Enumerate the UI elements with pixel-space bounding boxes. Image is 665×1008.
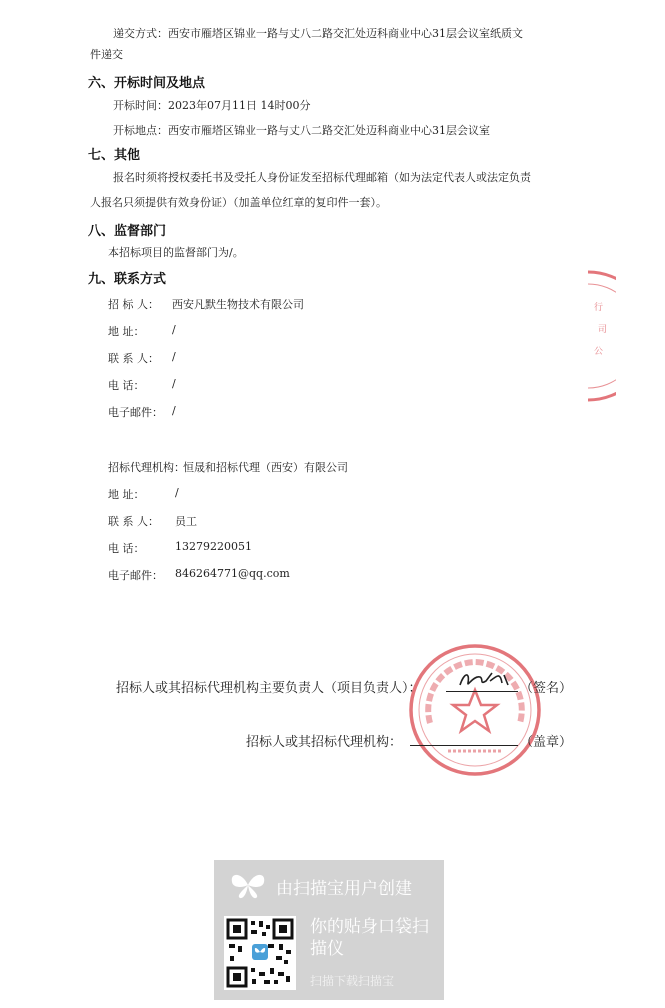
agency-name-label: 招标代理机构： (108, 461, 185, 474)
agency-email-value: 846264771@qq.com (175, 567, 290, 580)
agency-contact-value: 员工 (175, 515, 197, 528)
tenderer-name-value: 西安凡默生物技术有限公司 (172, 298, 304, 311)
signature-field (446, 676, 518, 692)
delivery-method-line-1: 递交方式：西安市雁塔区锦业一路与丈八二路交汇处迈科商业中心31层会议室纸质文 (113, 27, 523, 40)
handwritten-signature (446, 667, 518, 691)
other-line-1: 报名时须将授权委托书及受托人身份证发至招标代理邮箱（如为法定代表人或法定负责 (113, 171, 531, 184)
agency-email-label: 电子邮件： (108, 569, 163, 582)
partial-stamp-right (588, 270, 616, 404)
section-8-heading: 八、监督部门 (88, 224, 167, 239)
svg-text:司: 司 (598, 325, 608, 335)
opening-place: 开标地点：西安市雁塔区锦业一路与丈八二路交汇处迈科商业中心31层会议室 (113, 124, 490, 137)
section-6-heading: 六、开标时间及地点 (88, 76, 206, 91)
butterfly-icon (228, 870, 268, 900)
seal-field (410, 730, 518, 746)
supervision-line: 本招标项目的监督部门为/。 (108, 246, 244, 259)
section-7-heading: 七、其他 (88, 148, 141, 163)
tenderer-name-label: 招 标 人： (108, 298, 159, 311)
agency-phone-value: 13279220051 (175, 540, 252, 553)
agency-phone-label: 电 话： (108, 542, 145, 555)
tenderer-address-label: 地 址： (108, 325, 145, 338)
delivery-method-line-2: 件递交 (90, 48, 123, 61)
company-seal (408, 643, 542, 777)
tenderer-email-label: 电子邮件： (108, 406, 163, 419)
other-line-2: 人报名只须提供有效身份证）（加盖单位红章的复印件一套）。 (90, 196, 387, 209)
svg-text:公: 公 (594, 347, 604, 357)
tenderer-address-value: / (172, 323, 176, 336)
watermark-top-text: 由扫描宝用户创建 (276, 879, 412, 899)
tenderer-email-value: / (172, 404, 176, 417)
agency-name-value: 恒晟和招标代理（西安）有限公司 (183, 461, 348, 474)
seal-suffix: （盖章） (520, 735, 573, 750)
section-9-heading: 九、联系方式 (88, 272, 167, 287)
agency-address-label: 地 址： (108, 488, 145, 501)
tenderer-contact-value: / (172, 350, 176, 363)
tenderer-phone-label: 电 话： (108, 379, 145, 392)
scanner-watermark (214, 860, 444, 1000)
seal-label: 招标人或其招标代理机构： (246, 735, 403, 750)
agency-address-value: / (175, 486, 179, 499)
svg-text:行: 行 (594, 303, 604, 313)
signature-suffix: （签名） (520, 681, 573, 696)
signature-label: 招标人或其招标代理机构主要负责人（项目负责人）： (116, 681, 422, 696)
watermark-download-text: 扫描下载扫描宝 (310, 974, 395, 988)
agency-contact-label: 联 系 人： (108, 515, 159, 528)
tenderer-phone-value: / (172, 377, 176, 390)
opening-time: 开标时间：2023年07月11日 14时00分 (113, 99, 311, 112)
tenderer-contact-label: 联 系 人： (108, 352, 159, 365)
watermark-slogan: 你的贴身口袋扫描仪 (310, 917, 429, 959)
qr-code-icon (224, 916, 296, 990)
